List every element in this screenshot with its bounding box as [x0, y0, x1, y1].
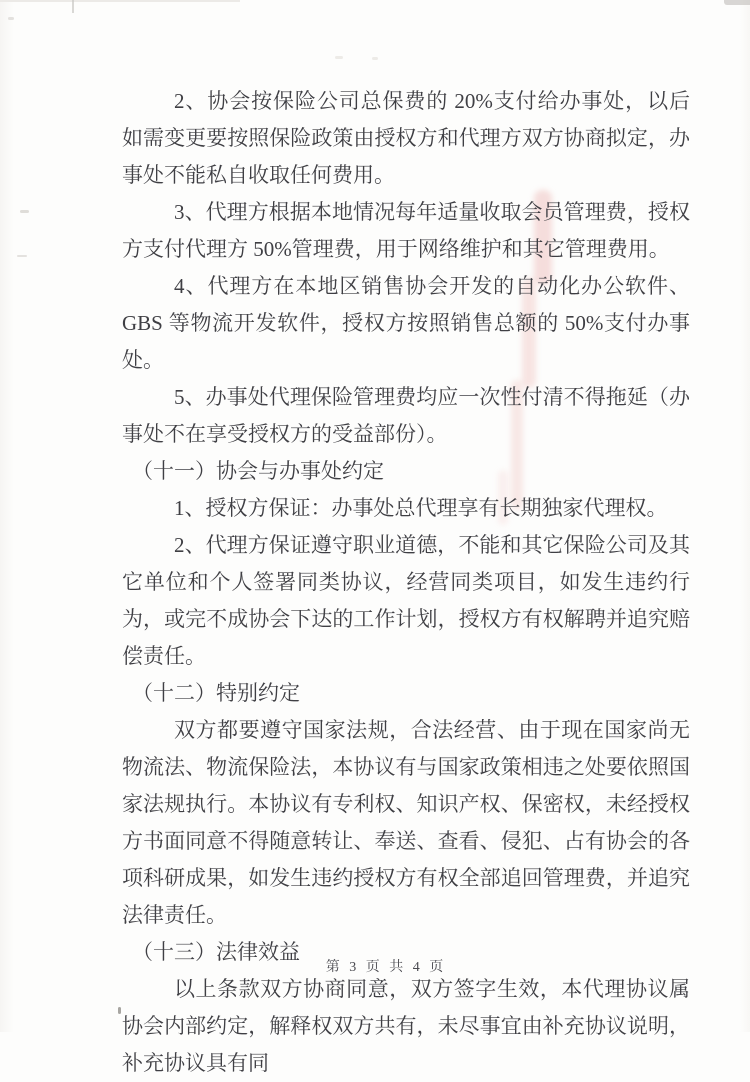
section-heading-13: （十三）法律效益 [132, 940, 300, 964]
scan-speck [372, 57, 378, 60]
scan-speck [20, 210, 29, 213]
section-heading-11: （十一）协会与办事处约定 [132, 459, 384, 483]
page-number-footer: 第 3 页 共 4 页 [325, 960, 447, 975]
clause-exclusive-agency: 1、授权方保证：办事处总代理享有长期独家代理权。 [174, 496, 668, 520]
scan-speck [17, 255, 27, 257]
clause-payment-20-percent: 2、协会按保险公司总保费的 20%支付给办事处，以后如需变更要按照保险政策由授权方和代理方双方协商拟定，办事处不能私自收取任何费用。 [122, 89, 690, 187]
scan-corner-smudge [724, 0, 750, 5]
scan-edge-haze [0, 0, 240, 2]
clause-software-sales: 4、代理方在本地区销售协会开发的自动化办公软件、GBS 等物流开发软件，授权方按照销售总额的 50%支付办事处。 [122, 274, 690, 372]
scan-speck [335, 56, 343, 59]
scan-speck [118, 1007, 121, 1014]
section-heading-12: （十二）特别约定 [132, 681, 300, 705]
clause-professional-ethics: 2、代理方保证遵守职业道德，不能和其它保险公司及其它单位和个人签署同类协议，经营同类项目，如发生违约行为，或完不成协会下达的工作计划，授权方有权解聘并追究赔偿责任。 [122, 533, 690, 668]
clause-special-agreement: 双方都要遵守国家法规，合法经营、由于现在国家尚无物流法、物流保险法，本协议有与国家政策相违之处要依照国家法规执行。本协议有专利权、知识产权、保密权，未经授权方书面同意不得随意转让、奉送、查看、侵犯、占有协会的各项科研成果，如发生违约授权方有权全部追回管理费，并追究法律责任。 [122, 718, 690, 927]
clause-legal-effect: 以上条款双方协商同意，双方签字生效，本代理协议属协会内部约定，解释权双方共有，未尽事宜由补充协议说明，补充协议具有同 [122, 977, 690, 1075]
scan-tick-mark [72, 0, 74, 13]
scan-speck [8, 17, 14, 20]
clause-member-management-fee: 3、代理方根据本地情况每年适量收取会员管理费，授权方支付代理方 50%管理费，用于网络维护和其它管理费用。 [122, 200, 690, 261]
clause-one-time-payment: 5、办事处代理保险管理费均应一次性付清不得拖延（办事处不在享受授权方的受益部份）。 [122, 385, 690, 446]
document-text-block [122, 83, 690, 1082]
